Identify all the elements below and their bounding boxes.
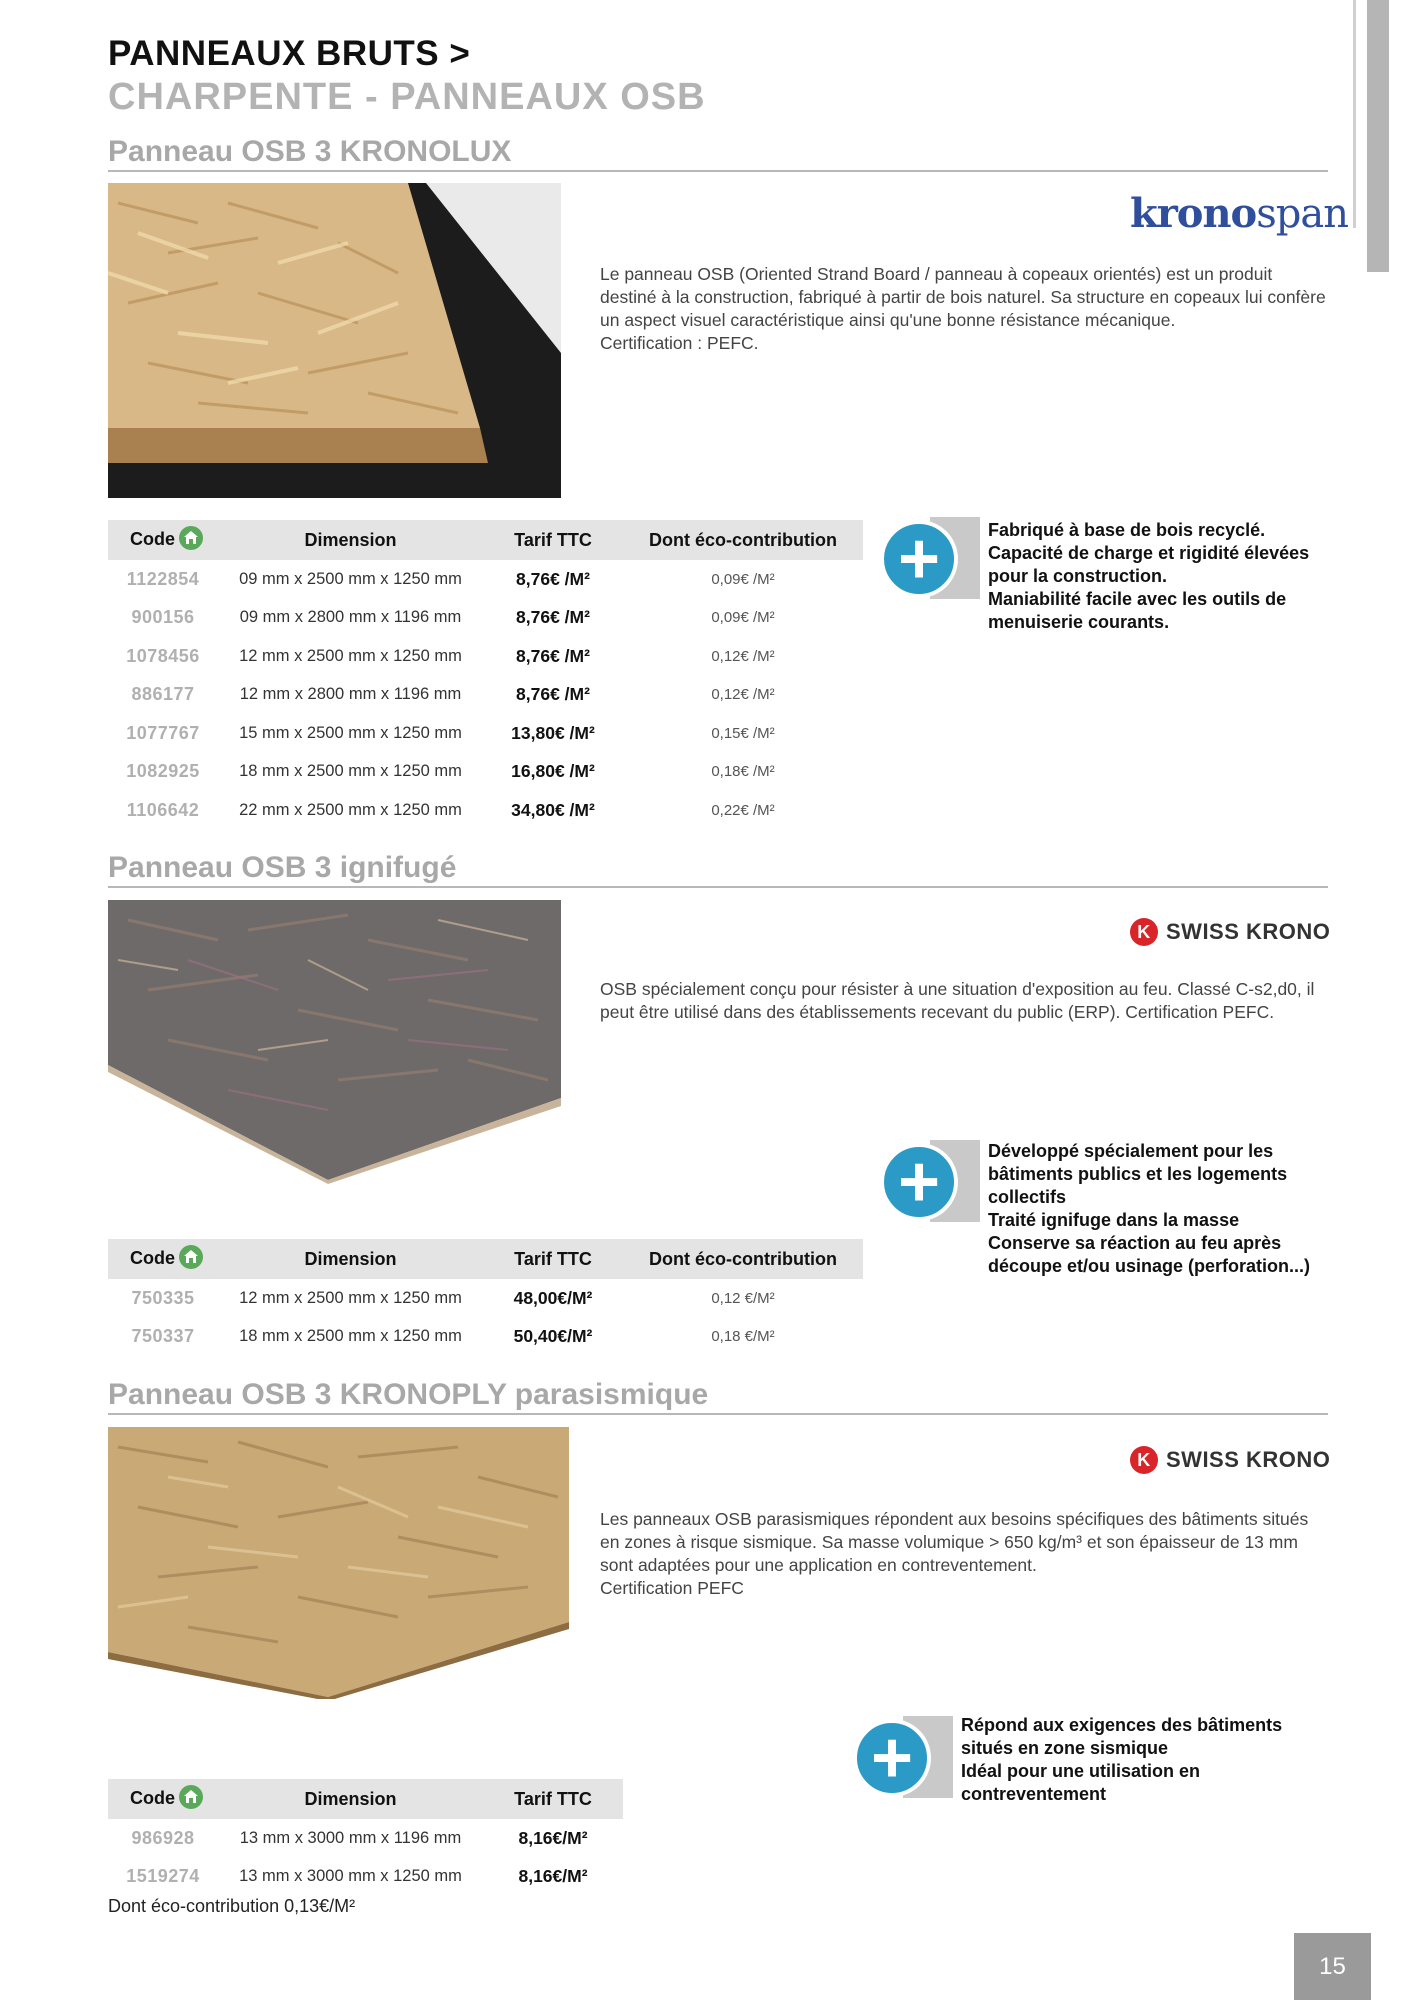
logo-text-bold: krono (1130, 190, 1257, 237)
column-header-eco: Dont éco-contribution (623, 1239, 863, 1279)
brand-logo-swiss-krono (1130, 917, 1330, 947)
description-text: Les panneaux OSB parasismiques répondent aux besoins spécifiques des bâtiments situés en zones à risque sismique. Sa masse volumique > 650 kg/m³ et son épaisseur de 13 mm sont adaptées pour une application en contreventement. (600, 1509, 1309, 1575)
scrollbar-track[interactable] (1353, 0, 1356, 228)
brand-name: SWISS KRONO (1166, 919, 1331, 944)
logo-text-thin: span (1256, 191, 1348, 237)
section-title-parasismique: Panneau OSB 3 KRONOPLY parasismique (108, 1378, 709, 1411)
table-row: 1122854 09 mm x 2500 mm x 1250 mm 8,76€ /M² 0,09€ /M² (126, 568, 775, 589)
table-row: 1082925 18 mm x 2500 mm x 1250 mm 16,80€ /M² 0,18€ /M² (126, 761, 775, 782)
product-description-kronolux (600, 263, 1330, 355)
section-title-kronolux: Panneau OSB 3 KRONOLUX (108, 135, 512, 168)
feature-item: Capacité de charge et rigidité élevées pour la construction. (988, 543, 1310, 586)
price-table-parasismique (108, 1779, 623, 1896)
column-header-dimension: Dimension (218, 1779, 483, 1819)
certification-text: Certification PEFC (600, 1578, 744, 1598)
feature-plus-badge (880, 517, 980, 599)
feature-item: Maniabilité facile avec les outils de menuiserie courants. (988, 589, 1287, 632)
table-row: 750335 12 mm x 2500 mm x 1250 mm 48,00€/M² 0,12 €/M² (131, 1287, 775, 1308)
table-row: 886177 12 mm x 2800 mm x 1196 mm 8,76€ /M² 0,12€ /M² (131, 684, 775, 705)
product-description-ignifuge: OSB spécialement conçu pour résister à une situation d'exposition au feu. Classé C-s2,d0, il peut être utilisé dans des établissements recevant du public (ERP). Certification PEFC. (600, 979, 1315, 1022)
feature-item: Conserve sa réaction au feu après découpe et/ou usinage (perforation...) (988, 1233, 1311, 1276)
swiss-krono-mark-icon: K (1130, 918, 1158, 946)
column-header-price: Tarif TTC (483, 1779, 623, 1819)
section-divider (108, 1413, 1328, 1415)
description-text: Le panneau OSB (Oriented Strand Board / panneau à copeaux orientés) est un produit destiné à la construction, fabriqué à partir de bois naturel. Sa structure en copeaux lui confère un aspect visuel caractéristique ainsi qu'une bonne résistance mécanique. (600, 264, 1326, 330)
feature-item: Développé spécialement pour les bâtiments publics et les logements collectifs (988, 1141, 1288, 1207)
scrollbar-thumb[interactable] (1367, 0, 1389, 272)
page-number: 15 (1294, 1933, 1371, 2000)
brand-logo-swiss-krono (1130, 1445, 1330, 1475)
brand-name: SWISS KRONO (1166, 1447, 1331, 1472)
column-header-code: Code (108, 1779, 218, 1819)
page-title-category: PANNEAUX BRUTS > (108, 34, 471, 73)
feature-item: Idéal pour une utilisation en contreventement (961, 1761, 1201, 1804)
eco-house-icon (179, 526, 203, 550)
plus-icon: + (880, 520, 958, 598)
table-row: 986928 13 mm x 3000 mm x 1196 mm 8,16€/M² (131, 1827, 588, 1848)
product-image-osb-kronolux (108, 183, 561, 498)
feature-list-kronolux (988, 519, 1328, 634)
column-header-dimension: Dimension (218, 520, 483, 560)
table-row: 750337 18 mm x 2500 mm x 1250 mm 50,40€/M² 0,18 €/M² (131, 1326, 775, 1347)
feature-plus-badge (853, 1716, 953, 1798)
product-image-osb-ignifuge (108, 900, 561, 1185)
price-table-ignifuge (108, 1239, 863, 1356)
eco-house-icon (179, 1245, 203, 1269)
column-header-dimension: Dimension (218, 1239, 483, 1279)
feature-plus-badge (880, 1140, 980, 1222)
price-table-kronolux (108, 520, 863, 830)
column-header-code: Code (108, 1239, 218, 1279)
product-image-osb-parasismique (108, 1427, 569, 1699)
column-header-price: Tarif TTC (483, 1239, 623, 1279)
certification-text: Certification : PEFC. (600, 333, 759, 353)
page-title-subcategory: CHARPENTE - PANNEAUX OSB (108, 76, 706, 118)
table-row: 1077767 15 mm x 2500 mm x 1250 mm 13,80€ /M² 0,15€ /M² (126, 722, 775, 743)
column-header-price: Tarif TTC (483, 520, 623, 560)
plus-icon: + (853, 1719, 931, 1797)
feature-item: Traité ignifuge dans la masse (988, 1210, 1240, 1230)
table-row: 1078456 12 mm x 2500 mm x 1250 mm 8,76€ /M² 0,12€ /M² (126, 645, 775, 666)
table-row: 1106642 22 mm x 2500 mm x 1250 mm 34,80€ /M² 0,22€ /M² (126, 799, 775, 820)
table-row: 1519274 13 mm x 3000 mm x 1250 mm 8,16€/M² (126, 1866, 588, 1887)
feature-item: Fabriqué à base de bois recyclé. (988, 520, 1266, 540)
plus-icon: + (880, 1143, 958, 1221)
feature-list-ignifuge (988, 1140, 1333, 1278)
feature-item: Répond aux exigences des bâtiments situés en zone sismique (961, 1715, 1283, 1758)
column-header-eco: Dont éco-contribution (623, 520, 863, 560)
section-divider (108, 170, 1328, 172)
section-divider (108, 886, 1328, 888)
column-header-code: Code (108, 520, 218, 560)
feature-list-parasismique (961, 1714, 1336, 1806)
brand-logo-kronospan (1130, 190, 1348, 237)
eco-contribution-note: Dont éco-contribution 0,13€/M² (108, 1896, 356, 1916)
swiss-krono-mark-icon: K (1130, 1446, 1158, 1474)
table-row: 900156 09 mm x 2800 mm x 1196 mm 8,76€ /M² 0,09€ /M² (131, 607, 775, 628)
section-title-ignifuge: Panneau OSB 3 ignifugé (108, 851, 457, 884)
eco-house-icon (179, 1785, 203, 1809)
product-description-parasismique (600, 1508, 1330, 1600)
